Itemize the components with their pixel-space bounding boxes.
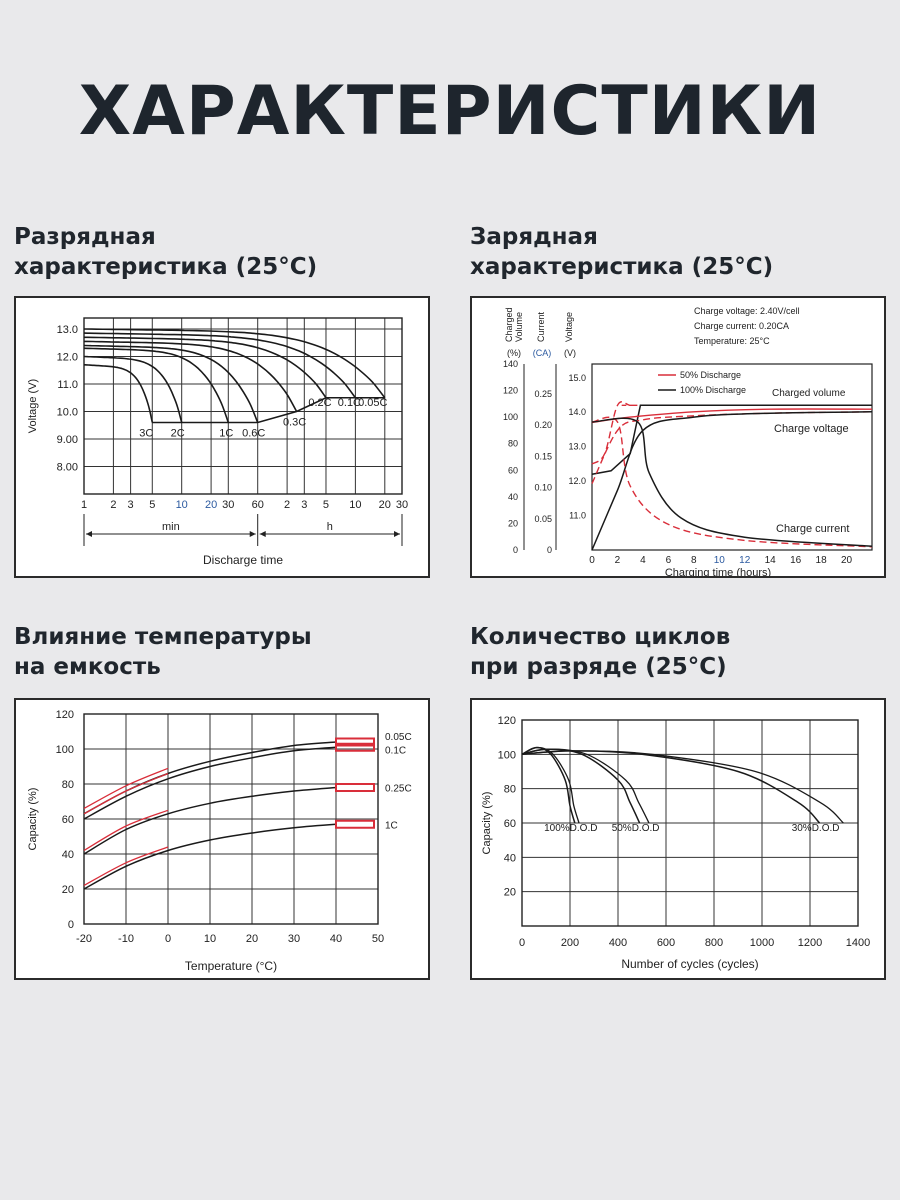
voltage-tick: 11.0	[569, 510, 586, 521]
min-label: min	[161, 521, 180, 533]
series-label: 30%D.O.D	[791, 823, 840, 834]
curve-label-volume: Charged volume	[772, 388, 846, 399]
discharge-chart	[16, 298, 430, 578]
series-line-upper	[522, 749, 649, 823]
current-tick: 0.20	[534, 420, 552, 431]
voltage-line-100	[592, 405, 872, 474]
x-tick-label: 600	[656, 937, 676, 949]
x-tick-label: 30	[222, 499, 235, 511]
y-axis-label: Capacity (%)	[481, 791, 493, 855]
y-tick-label: 100	[55, 744, 74, 756]
volume-tick: 80	[507, 438, 518, 449]
series-label: 0.05C	[385, 732, 412, 743]
y-tick-label: 120	[497, 715, 516, 727]
section-title-discharge: Разрядная характеристика (25°С)	[14, 224, 318, 280]
x-tick-label: 1200	[797, 937, 823, 949]
charge-chart	[472, 298, 886, 578]
current-tick: 0	[546, 545, 552, 555]
axis-unit: (V)	[564, 348, 576, 358]
x-tick-label: 50	[371, 933, 385, 945]
x-axis-label: Charging time (hours)	[664, 567, 772, 579]
x-tick-label: 20	[378, 499, 391, 511]
x-tick-label: 14	[764, 555, 776, 566]
y-tick-label: 0	[67, 919, 74, 931]
annotation-text: Charge voltage: 2.40V/cell	[694, 306, 800, 316]
volume-tick: 100	[502, 412, 518, 423]
arrow-head	[250, 531, 256, 537]
volume-tick: 40	[507, 491, 518, 502]
x-tick-label: 0	[589, 555, 595, 566]
y-tick-label: 11.0	[57, 379, 78, 391]
x-tick-label: 2	[614, 555, 621, 566]
y-tick-label: 80	[503, 783, 516, 796]
series-label: 2C	[170, 427, 185, 440]
series-label: 0.6C	[242, 427, 266, 440]
x-tick-label: 5	[322, 499, 330, 511]
series-label: 50%D.O.D	[611, 823, 660, 834]
x-tick-label: 2	[110, 499, 117, 511]
section-title-cycles: Количество циклов при разряде (25°С)	[470, 624, 731, 680]
x-tick-label: 20	[204, 499, 218, 511]
current-tick: 0.05	[534, 513, 552, 524]
y-tick-label: 40	[61, 849, 74, 861]
current-tick: 0.10	[534, 482, 552, 493]
series-label: 0.3C	[282, 416, 307, 429]
y-tick-label: 8.00	[56, 461, 78, 474]
series-line	[84, 329, 385, 398]
y-tick-label: 20	[61, 884, 74, 896]
series-label: 0.1C	[337, 396, 362, 409]
temperature-chart-panel	[14, 698, 430, 980]
series-label: 1C	[219, 427, 234, 440]
curve-label-current: Charge current	[776, 523, 850, 535]
x-tick-label: 3	[127, 499, 134, 511]
charge-chart-panel	[470, 296, 886, 578]
x-axis-label: Temperature (°C)	[184, 959, 278, 973]
x-tick-label: 10	[349, 499, 362, 511]
x-tick-label: 10	[175, 499, 188, 511]
series-label: 1C	[385, 820, 398, 832]
voltage-tick: 12.0	[568, 476, 586, 487]
section-title-charge: Зарядная характеристика (25°С)	[470, 224, 774, 280]
x-tick-label: 30	[395, 499, 409, 511]
y-tick-label: 12.0	[56, 351, 78, 364]
x-tick-label: 12	[739, 555, 751, 566]
current-tick: 0.15	[534, 451, 552, 462]
x-tick-label: 4	[640, 555, 646, 566]
x-tick-label: 0	[518, 937, 526, 949]
y-tick-label: 9.00	[56, 434, 78, 446]
legend-label: 50% Discharge	[680, 370, 742, 380]
x-tick-label: 8	[691, 555, 697, 566]
y-tick-label: 100	[497, 749, 516, 762]
x-tick-label: 800	[704, 937, 724, 949]
annotation-text: Temperature: 25°C	[694, 336, 770, 346]
current-tick: 0.25	[534, 389, 552, 399]
series-end-marker	[336, 784, 374, 791]
x-tick-label: 1000	[749, 937, 775, 949]
series-line	[522, 749, 640, 823]
x-tick-label: 20	[840, 555, 853, 566]
volume-tick: 60	[507, 465, 518, 476]
volume-tick: 120	[502, 385, 518, 396]
x-tick-label: -20	[76, 933, 92, 945]
arrow-head	[260, 531, 266, 537]
series-label: 0.05C	[358, 396, 388, 409]
legend-label: 100% Discharge	[680, 385, 747, 395]
volume-tick: 0	[512, 545, 518, 555]
curve-label-voltage: Charge voltage	[774, 423, 849, 435]
x-tick-label: 2	[284, 499, 291, 511]
x-tick-label: 1400	[845, 937, 871, 949]
x-tick-label: 18	[815, 555, 827, 566]
x-tick-label: 30	[287, 933, 301, 945]
axis-unit: (CA)	[532, 348, 552, 358]
y-axis-label: Capacity (%)	[27, 787, 39, 851]
x-tick-label: 3	[301, 499, 308, 511]
x-tick-label: 1	[80, 499, 88, 511]
cycles-chart	[472, 700, 886, 980]
section-title-temperature: Влияние температуры на емкость	[14, 624, 312, 680]
series-end-marker	[336, 821, 374, 828]
x-tick-label: -10	[118, 933, 134, 945]
series-line	[84, 365, 152, 423]
volume-tick: 20	[507, 518, 518, 529]
axis-header: Charged	[504, 307, 514, 342]
arrow-head	[86, 531, 92, 537]
discharge-chart-panel	[14, 296, 430, 578]
y-tick-label: 20	[503, 886, 516, 899]
voltage-tick: 14.0	[568, 407, 586, 418]
axis-header: Volume	[514, 311, 524, 342]
series-label: 3C	[139, 427, 154, 440]
axis-header: Current	[536, 311, 546, 342]
y-axis-label: Voltage (V)	[27, 378, 39, 434]
y-tick-label: 13.0	[56, 324, 78, 336]
y-tick-label: 10.0	[56, 406, 78, 419]
x-tick-label: 16	[790, 555, 802, 566]
temperature-chart	[16, 700, 430, 980]
page-title: ХАРАКТЕРИСТИКИ	[78, 72, 822, 151]
x-tick-label: 10	[713, 555, 725, 566]
x-tick-label: 5	[149, 499, 156, 511]
x-tick-label: 20	[245, 933, 259, 945]
series-label: 0.1C	[385, 745, 407, 757]
y-tick-label: 80	[61, 779, 74, 791]
x-axis-label: Number of cycles (cycles)	[621, 957, 759, 971]
x-tick-label: 6	[665, 555, 672, 566]
voltage-tick: 15.0	[568, 372, 586, 383]
x-tick-label: 0	[164, 933, 172, 945]
axis-header: Voltage	[564, 311, 574, 342]
x-axis-label: Discharge time	[202, 553, 284, 567]
h-label: h	[326, 521, 333, 533]
series-line	[522, 748, 575, 824]
arrow-head	[394, 531, 400, 537]
cycles-chart-panel	[470, 698, 886, 980]
y-tick-label: 60	[61, 814, 74, 826]
y-tick-label: 40	[503, 852, 516, 865]
series-label: 0.2C	[308, 396, 332, 409]
volume-tick: 140	[502, 359, 518, 369]
x-tick-label: 200	[560, 937, 580, 949]
y-tick-label: 120	[55, 709, 74, 721]
series-label: 0.25C	[385, 783, 412, 795]
y-tick-label: 60	[503, 818, 516, 830]
x-tick-label: 400	[608, 937, 628, 949]
annotation-text: Charge current: 0.20CA	[694, 321, 790, 331]
x-tick-label: 60	[251, 499, 264, 511]
axis-unit: (%)	[507, 348, 521, 358]
voltage-tick: 13.0	[568, 441, 586, 452]
x-tick-label: 40	[329, 933, 343, 945]
x-tick-label: 10	[203, 933, 217, 945]
series-label: 100%D.O.D	[544, 823, 598, 834]
